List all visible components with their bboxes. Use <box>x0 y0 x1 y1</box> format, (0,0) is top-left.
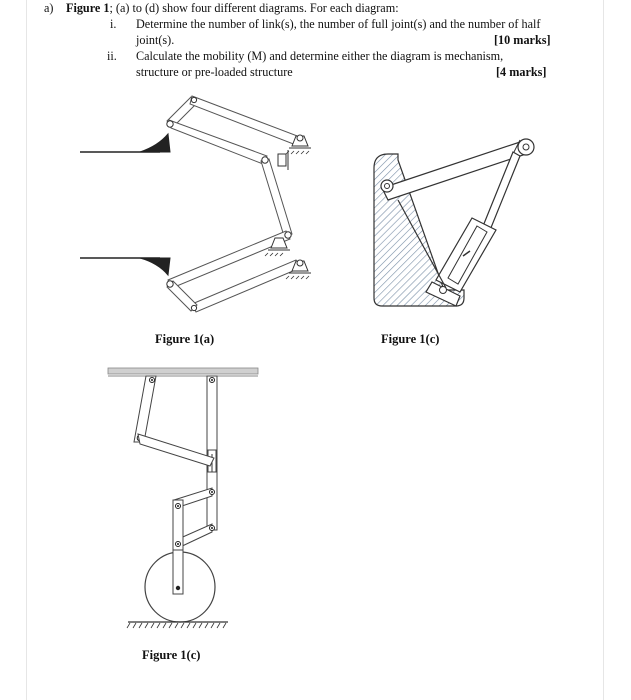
item-i-line2: joint(s). <box>136 33 175 47</box>
item-ii-number: ii. <box>107 49 117 63</box>
joint-circle <box>262 157 268 163</box>
item-ii-marks: [4 marks] <box>496 65 547 79</box>
joint-circle <box>297 135 303 141</box>
joint-circle <box>167 121 173 127</box>
figure-1c-hydraulic-diagram <box>360 130 550 310</box>
joint-circle <box>285 232 291 238</box>
joint-circle <box>297 260 303 266</box>
page-margin-line-right <box>603 0 604 700</box>
item-i-line1: Determine the number of link(s), the number of full joint(s) and the number of half <box>136 17 541 31</box>
ground-wedge-lower <box>140 258 170 275</box>
figure-1a-linkage-diagram <box>70 88 330 318</box>
page-margin-line-left <box>26 0 27 700</box>
ground-ceiling-bar <box>108 368 258 374</box>
question-intro <box>66 1 399 15</box>
joint-circle <box>385 184 390 189</box>
joint-circle <box>191 305 196 310</box>
figure-1a-caption: Figure 1(a) <box>155 332 215 346</box>
vertical-connecting-link <box>261 159 292 236</box>
item-ii-line1: Calculate the mobility (M) and determine either the diagram is mechanism, <box>136 49 504 63</box>
question-part-label: a) <box>44 1 54 15</box>
main-strut-lower <box>207 472 217 530</box>
item-ii-line2: structure or pre-loaded structure <box>136 65 293 79</box>
joint-circle <box>523 144 529 150</box>
diagonal-brace-link <box>138 434 214 466</box>
ground-wedge-upper <box>140 134 170 152</box>
left-hanging-link <box>134 376 156 442</box>
figure-bottom-landing-gear-diagram <box>100 360 270 640</box>
joint-circle <box>167 281 173 287</box>
joint-circle <box>176 586 180 590</box>
joint-circle <box>191 97 196 102</box>
figure-reference: Figure 1 <box>66 1 110 15</box>
figure-bottom-caption: Figure 1(c) <box>142 648 201 662</box>
pin-support <box>278 154 286 166</box>
figure-1c-caption: Figure 1(c) <box>381 332 440 346</box>
question-intro-text: ; (a) to (d) show four different diagrams. For each diagram: <box>109 1 399 15</box>
item-i-marks: [10 marks] <box>494 33 551 47</box>
item-i-number: i. <box>110 17 117 31</box>
